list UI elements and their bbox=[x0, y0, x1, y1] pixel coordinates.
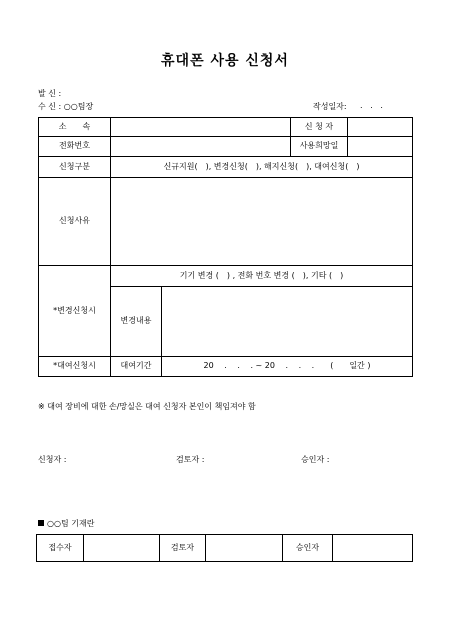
document-title: 휴대폰 사용 신청서 bbox=[161, 53, 289, 69]
receiver-field[interactable] bbox=[84, 535, 160, 562]
receiver-label: 접수자 bbox=[37, 535, 84, 562]
phone-label: 전화번호 bbox=[39, 137, 111, 157]
recipient-label: 수 신 : ○○팀장 bbox=[38, 102, 94, 111]
black-square-icon bbox=[38, 520, 44, 526]
phone-field[interactable] bbox=[111, 137, 291, 157]
team-reviewer-field[interactable] bbox=[206, 535, 283, 562]
team-approver-field[interactable] bbox=[333, 535, 413, 562]
sender-label: 발 신 : bbox=[38, 89, 62, 98]
change-label: *변경신청시 bbox=[39, 266, 111, 357]
rental-label: *대여신청시 bbox=[39, 357, 111, 377]
reason-label: 신청사유 bbox=[39, 178, 111, 266]
desired-method-label: 사용희망일 bbox=[291, 137, 348, 157]
rental-period-field[interactable]: 20 . . . ~ 20 . . . ( 일간 ) bbox=[162, 357, 413, 377]
reason-field[interactable] bbox=[111, 178, 413, 266]
applicant-signature: 신청자 : bbox=[38, 455, 67, 464]
reviewer-signature: 검토자 : bbox=[176, 455, 205, 464]
team-section-heading-text: ○○팀 기재란 bbox=[47, 519, 95, 528]
affiliation-label: 소 속 bbox=[39, 118, 111, 137]
change-options[interactable]: 기기 변경 ( ) , 전화 번호 변경 ( ), 기타 ( ) bbox=[111, 266, 413, 287]
team-table bbox=[36, 534, 413, 562]
team-reviewer-label: 검토자 bbox=[160, 535, 206, 562]
date-label: 작성일자: bbox=[313, 102, 347, 111]
approver-signature: 승인자 : bbox=[301, 455, 330, 464]
team-approver-label: 승인자 bbox=[283, 535, 333, 562]
application-table bbox=[38, 117, 413, 377]
affiliation-field[interactable] bbox=[111, 118, 291, 137]
category-label: 신청구분 bbox=[39, 157, 111, 178]
change-detail-field[interactable] bbox=[162, 287, 413, 357]
team-section-heading bbox=[38, 518, 94, 529]
applicant-label: 신 청 자 bbox=[291, 118, 348, 137]
desired-method-field[interactable] bbox=[348, 137, 413, 157]
change-detail-label: 변경내용 bbox=[111, 287, 162, 357]
applicant-field[interactable] bbox=[348, 118, 413, 137]
category-options[interactable]: 신규지원( ), 변경신청( ), 해지신청( ), 대여신청( ) bbox=[111, 157, 413, 178]
date-value: . . . bbox=[360, 101, 383, 110]
responsibility-note: ※ 대여 장비에 대한 손/망실은 대여 신청자 본인이 책임져야 함 bbox=[38, 402, 256, 411]
rental-period-label: 대여기간 bbox=[111, 357, 162, 377]
